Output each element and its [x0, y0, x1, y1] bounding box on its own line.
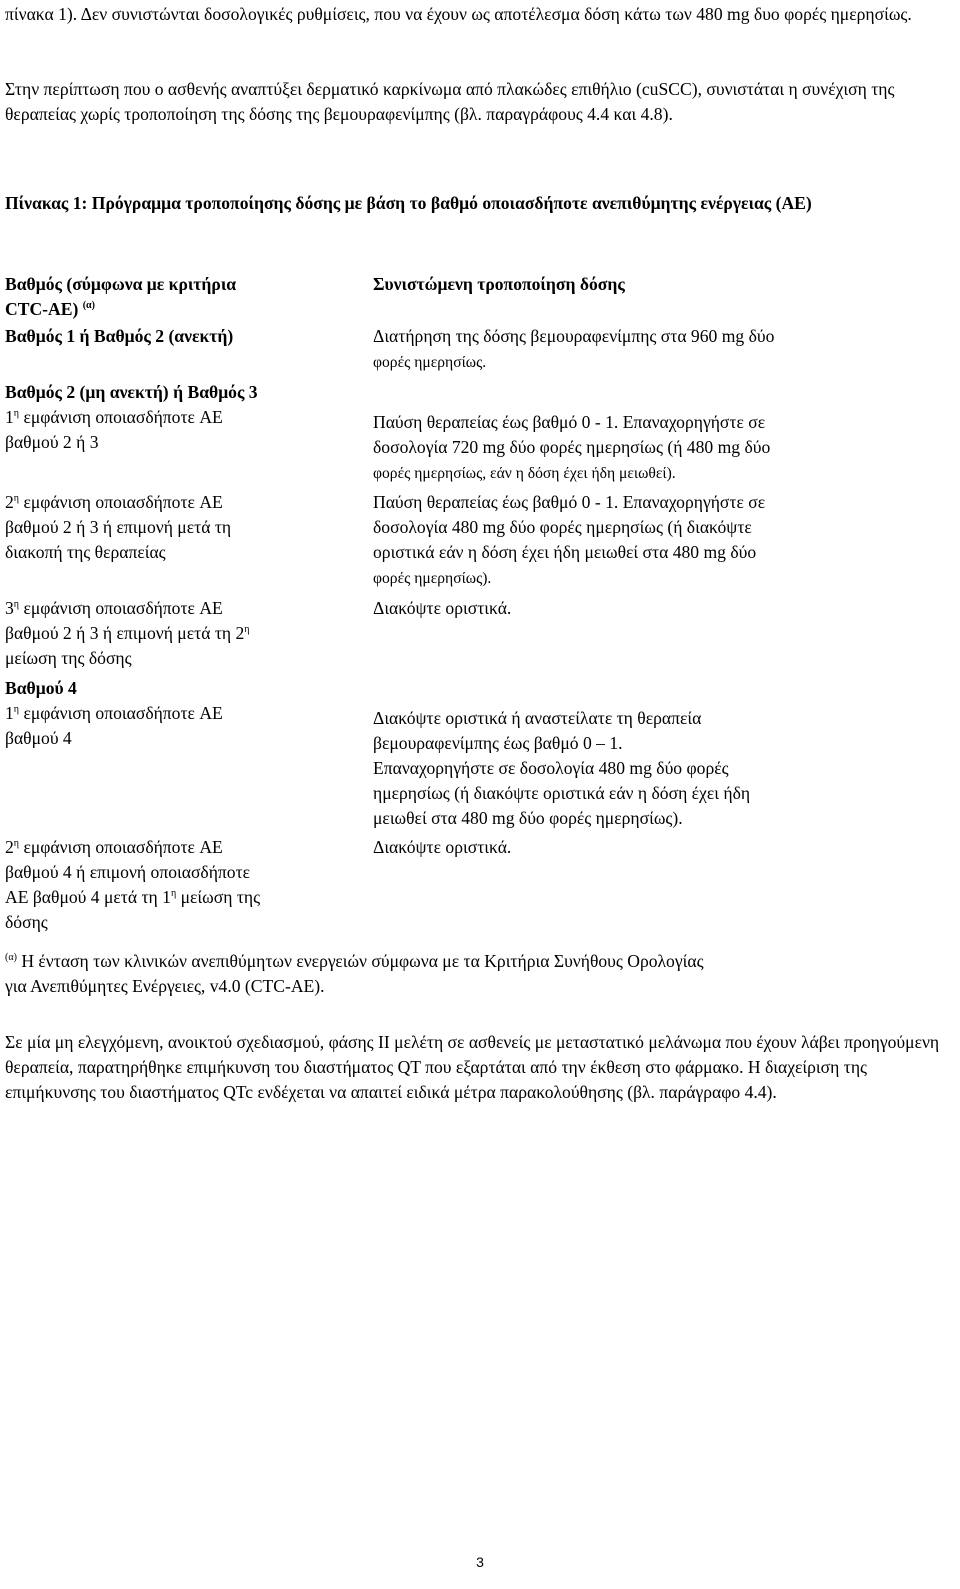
occurrence-text: εμφάνιση οποιασδήποτε AE: [23, 837, 223, 857]
page-number: 3: [476, 1554, 484, 1570]
section-label-grade-4: Βαθμού 4: [5, 678, 77, 698]
footnote-marker: (α): [5, 952, 17, 963]
cell-recommendation: [373, 410, 933, 485]
rec-line: βεμουραφενίμπης έως βαθμό 0 – 1.: [373, 733, 623, 753]
cell-occurrence: [5, 835, 370, 935]
rec-line: Παύση θεραπείας έως βαθμό 0 - 1. Επαναχορηγήστε σε: [373, 412, 766, 432]
table-row: [5, 701, 935, 835]
occurrence-text: εμφάνιση οποιασδήποτε AE: [23, 492, 223, 512]
table-row: [5, 490, 935, 596]
cell-grade-1-2: Βαθμός 1 ή Βαθμός 2 (ανεκτή): [5, 326, 234, 346]
occurrence-number: 1: [5, 703, 14, 723]
occurrence-text: βαθμού 4 ή επιμονή οποιασδήποτε: [5, 862, 251, 882]
table-title: Πίνακας 1: Πρόγραμμα τροποποίησης δόσης με βάση το βαθμό οποιασδήποτε ανεπιθύμητης ενέργειας (AE): [5, 193, 812, 213]
occurrence-text: δόσης: [5, 912, 48, 932]
rec-line: φορές ημερησίως.: [373, 354, 487, 371]
cell-occurrence: [5, 701, 370, 751]
occurrence-text: βαθμού 2 ή 3: [5, 432, 99, 452]
paragraph-dose-adjustment: πίνακα 1). Δεν συνιστώνται δοσολογικές ρυθμίσεις, που να έχουν ως αποτέλεσμα δόση κάτω των 480 mg δυο φορές ημερησίως.: [5, 4, 912, 24]
occurrence-number: 2: [5, 492, 14, 512]
rec-line: δοσολογία 480 mg δύο φορές ημερησίως (ή διακόψτε: [373, 517, 752, 537]
dose-modification-table: [5, 272, 935, 935]
rec-line: μειωθεί στα 480 mg δύο φορές ημερησίως).: [373, 808, 683, 828]
occurrence-text: μείωση της: [180, 887, 261, 907]
rec-line: φορές ημερησίως, εάν η δόση έχει ήδη μειωθεί).: [373, 465, 676, 482]
occurrence-number: 2: [5, 837, 14, 857]
header-grade: [5, 272, 370, 322]
cell-occurrence: [5, 596, 370, 671]
occurrence-number: 1: [5, 407, 14, 427]
paragraph-qt-prolongation: Σε μία μη ελεγχόμενη, ανοικτού σχεδιασμού, φάσης II μελέτη σε ασθενείς με μεταστατικό μελάνωμα που έχουν λάβει προηγούμενη θεραπεία, παρατηρήθηκε επιμήκυνση του διαστήματος QT που εξαρτάται από την έκθεση στο φάρμακο. Η διαχείριση της επιμήκυνσης του διαστήματος QTc ενδέχεται να απαιτεί ειδικά μέτρα παρακολούθησης (βλ. παράγραφο 4.4).: [5, 1032, 940, 1102]
occurrence-ordinal: η: [170, 888, 177, 899]
occurrence-text: διακοπή της θεραπείας: [5, 542, 166, 562]
occurrence-ordinal: η: [13, 408, 20, 419]
cell-recommendation: Διακόψτε οριστικά.: [373, 837, 512, 857]
occurrence-text: βαθμού 2 ή 3 ή επιμονή μετά τη 2: [5, 623, 245, 643]
occurrence-text: βαθμού 2 ή 3 ή επιμονή μετά τη: [5, 517, 232, 537]
occurrence-text: εμφάνιση οποιασδήποτε AE: [23, 703, 223, 723]
occurrence-ordinal: η: [13, 493, 20, 504]
occurrence-number: 3: [5, 598, 14, 618]
table-footnote: [5, 949, 955, 999]
table-header-row: [5, 272, 935, 324]
rec-line: οριστικά εάν η δόση έχει ήδη μειωθεί στα 480 mg δύο: [373, 542, 757, 562]
occurrence-text: εμφάνιση οποιασδήποτε AE: [23, 598, 223, 618]
cell-recommendation: [373, 490, 933, 590]
cell-occurrence: [5, 490, 370, 565]
occurrence-ordinal: η: [244, 624, 250, 635]
occurrence-text: μείωση της δόσης: [5, 648, 132, 668]
table-row-grade-1-2: [5, 324, 935, 380]
rec-line: Παύση θεραπείας έως βαθμό 0 - 1. Επαναχορηγήστε σε: [373, 492, 766, 512]
cell-recommendation: Διακόψτε οριστικά.: [373, 598, 512, 618]
footnote-text: για Ανεπιθύμητες Ενέργειες, v4.0 (CTC-AE).: [5, 976, 325, 996]
rec-line: δοσολογία 720 mg δύο φορές ημερησίως (ή 480 mg δύο: [373, 437, 771, 457]
rec-line: Διατήρηση της δόσης βεμουραφενίμπης στα 960 mg δύο: [373, 326, 775, 346]
footnote-text: Η ένταση των κλινικών ανεπιθύμητων ενεργειών σύμφωνα με τα Κριτήρια Συνήθους Ορολογίας: [21, 951, 704, 971]
header-grade-line1: Βαθμός (σύμφωνα με κριτήρια: [5, 274, 237, 294]
section-label-grade-2-3: Βαθμός 2 (μη ανεκτή) ή Βαθμός 3: [5, 382, 258, 402]
rec-line: Διακόψτε οριστικά ή αναστείλατε τη θεραπεία: [373, 708, 702, 728]
header-grade-footnote-marker: (α): [82, 300, 95, 311]
table-section-grade-4: [5, 676, 935, 701]
rec-line: Επαναχορηγήστε σε δοσολογία 480 mg δύο φορές: [373, 758, 729, 778]
header-recommendation: Συνιστώμενη τροποποίηση δόσης: [373, 274, 625, 294]
paragraph-cuscc: Στην περίπτωση που ο ασθενής αναπτύξει δερματικό καρκίνωμα από πλακώδες επιθήλιο (cuSCC), συνιστάται η συνέχιση της θεραπείας χωρίς τροποποίηση της δόσης της βεμουραφενίμπης (βλ. παραγράφους 4.4 και 4.8).: [5, 79, 895, 124]
table-row: [5, 596, 935, 676]
table-row: [5, 405, 935, 490]
rec-line: ημερησίως (ή διακόψτε οριστικά εάν η δόση έχει ήδη: [373, 783, 751, 803]
occurrence-text: AE βαθμού 4 μετά τη 1: [5, 887, 171, 907]
rec-line: φορές ημερησίως).: [373, 570, 492, 587]
cell-rec-grade-1-2: [373, 324, 933, 374]
table-section-grade-2-3: [5, 380, 935, 405]
cell-recommendation: [373, 706, 933, 831]
occurrence-text: βαθμού 4: [5, 728, 72, 748]
occurrence-ordinal: η: [13, 704, 20, 715]
occurrence-ordinal: η: [13, 599, 20, 610]
occurrence-text: εμφάνιση οποιασδήποτε AE: [23, 407, 223, 427]
cell-occurrence: [5, 405, 370, 455]
table-row: [5, 835, 935, 935]
occurrence-ordinal: η: [13, 838, 20, 849]
header-grade-line2: CTC-AE): [5, 299, 79, 319]
